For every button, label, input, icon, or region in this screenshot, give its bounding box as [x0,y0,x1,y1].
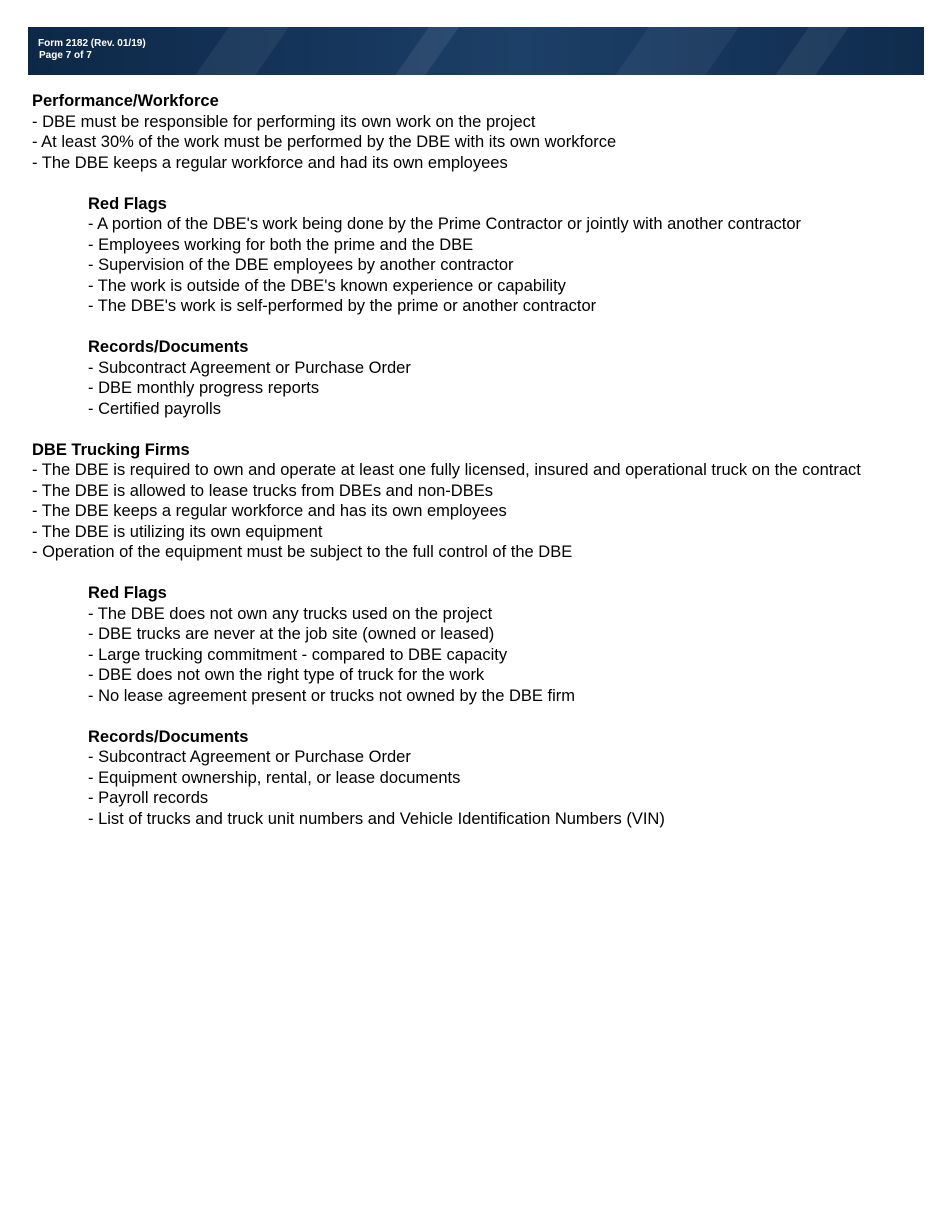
performance-section [32,91,932,440]
red-flag-item: - The DBE does not own any trucks used on the project [88,604,493,623]
red-flag-item: - Large trucking commitment - compared to DBE capacity [88,645,508,664]
red-flag-item: - Supervision of the DBE employees by another contractor [88,256,514,274]
record-item: - Certified payrolls [88,399,221,418]
trucking-item: - The DBE is allowed to lease trucks from DBEs and non-DBEs [32,481,493,500]
red-flag-item: - The work is outside of the DBE's known experience or capability [88,276,566,295]
trucking-item: - The DBE is required to own and operate at least one fully licensed, insured and operational truck on the contract [32,461,861,479]
red-flags-heading: Red Flags [88,194,167,213]
record-item: - DBE monthly progress reports [88,379,320,397]
records-heading: Records/Documents [88,727,249,746]
performance-records [88,337,932,440]
trucking-heading: DBE Trucking Firms [32,440,190,459]
red-flag-item: - No lease agreement present or trucks not owned by the DBE firm [88,686,575,705]
red-flag-item: - The DBE's work is self-performed by the prime or another contractor [88,297,597,315]
form-id: Form 2182 (Rev. 01/19) [38,38,146,49]
form-header-banner [28,27,924,75]
page-number: Page 7 of 7 [39,50,92,61]
red-flag-item: - A portion of the DBE's work being done by the Prime Contractor or jointly with another contractor [88,215,802,233]
record-item: - Equipment ownership, rental, or lease documents [88,768,461,787]
record-item: - Subcontract Agreement or Purchase Order [88,358,411,377]
performance-red-flags [88,194,932,338]
red-flag-item: - Employees working for both the prime and the DBE [88,235,474,254]
record-item: - List of trucks and truck unit numbers and Vehicle Identification Numbers (VIN) [88,809,665,828]
trucking-red-flags [88,583,932,727]
red-flags-heading: Red Flags [88,584,167,602]
red-flag-item: - DBE does not own the right type of truck for the work [88,666,485,684]
record-item: - Payroll records [88,789,209,807]
trucking-item: - The DBE is utilizing its own equipment [32,522,323,541]
trucking-item: - Operation of the equipment must be subject to the full control of the DBE [32,543,573,561]
performance-heading: Performance/Workforce [32,92,219,110]
record-item: - Subcontract Agreement or Purchase Order [88,748,411,766]
red-flag-item: - DBE trucks are never at the job site (owned or leased) [88,625,495,643]
performance-item: - DBE must be responsible for performing its own work on the project [32,112,536,131]
document-body [32,91,932,829]
trucking-item: - The DBE keeps a regular workforce and has its own employees [32,502,507,520]
performance-item: - The DBE keeps a regular workforce and had its own employees [32,153,508,172]
trucking-section [32,440,932,830]
records-heading: Records/Documents [88,338,249,356]
performance-item: - At least 30% of the work must be performed by the DBE with its own workforce [32,133,617,151]
trucking-records [88,727,932,830]
